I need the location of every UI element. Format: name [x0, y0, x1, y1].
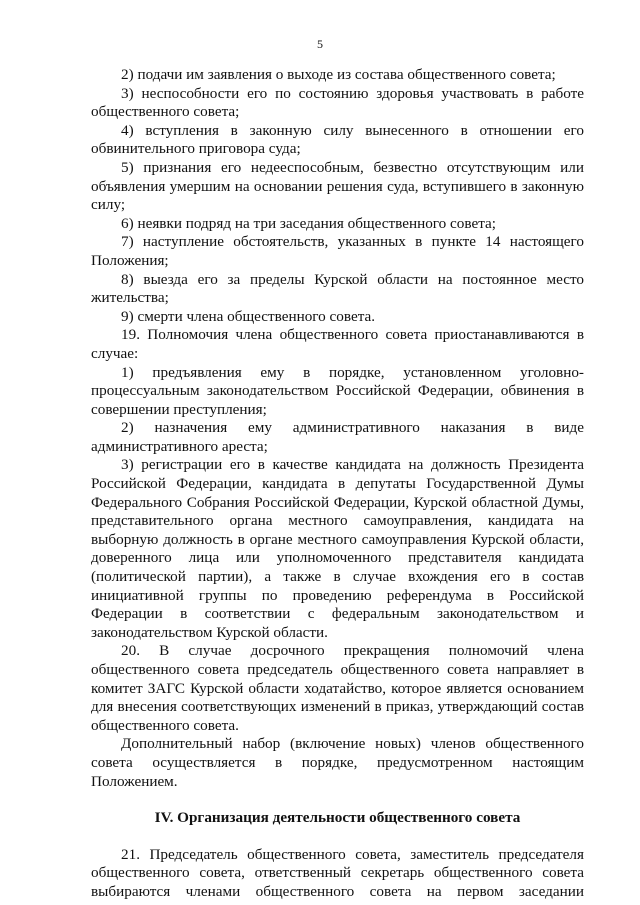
paragraph: 7) наступление обстоятельств, указанных в пункте 14 настоящего Положения; — [91, 233, 584, 269]
paragraph: 9) смерти члена общественного совета. — [121, 307, 376, 325]
paragraph: 3) неспособности его по состоянию здоровья участвовать в работе общественного совета; — [91, 84, 584, 121]
paragraph: 20. В случае досрочного прекращения полномочий члена общественного совета председатель общественного совета направляет в комитет ЗАГС Курской области ходатайство, которое является основанием для внесения соответствующих изменений в приказ, утверждающий состав общественного совета. — [91, 642, 584, 734]
paragraph: 2) подачи им заявления о выходе из состава общественного совета; — [121, 66, 556, 83]
paragraph: 8) выезда его за пределы Курской области на постоянное место жительства; — [91, 270, 584, 307]
paragraph: 1) предъявления ему в порядке, установленном уголовно-процессуальным законодательством Российской Федерации, обвинения в совершении преступления; — [91, 363, 584, 418]
paragraph: 2) назначения ему административного наказания в виде административного ареста; — [91, 419, 584, 455]
paragraph: 19. Полномочия члена общественного совета приостанавливаются в случае: — [91, 326, 584, 362]
document-body — [91, 66, 584, 902]
paragraph: 5) признания его недееспособным, безвестно отсутствующим или объявления умершим на основании решения суда, вступившего в законную силу; — [91, 158, 584, 214]
page-number: 5 — [317, 37, 323, 51]
paragraph: Дополнительный набор (включение новых) членов общественного совета осуществляется в порядке, предусмотренном настоящим Положением. — [91, 735, 584, 790]
paragraph: 21. Председатель общественного совета, заместитель председателя общественного совета, ответственный секретарь общественного совета выбираются членами общественного совета на первом заседании — [91, 845, 584, 900]
section-heading: IV. Организация деятельности общественного совета — [154, 809, 521, 827]
paragraph: 3) регистрации его в качестве кандидата на должность Президента Российской Федерации, кандидата в депутаты Государственной Думы Федерального Собрания Российской Федерации, Курской областной Думы, представительного органа местного самоуправления, кандидата на выборную должность в органе местного самоуправления Курской области, доверенного лица или уполномоченного представителя кандидата (политической партии), а также в случае вхождения его в состав инициативной группы по проведению референдума в Российской Федерации в соответствии с федеральным законодательством и законодательством Курской области. — [91, 456, 584, 641]
paragraph: 6) неявки подряд на три заседания общественного совета; — [121, 214, 496, 232]
paragraph: 4) вступления в законную силу вынесенного в отношении его обвинительного приговора суда; — [91, 121, 584, 158]
